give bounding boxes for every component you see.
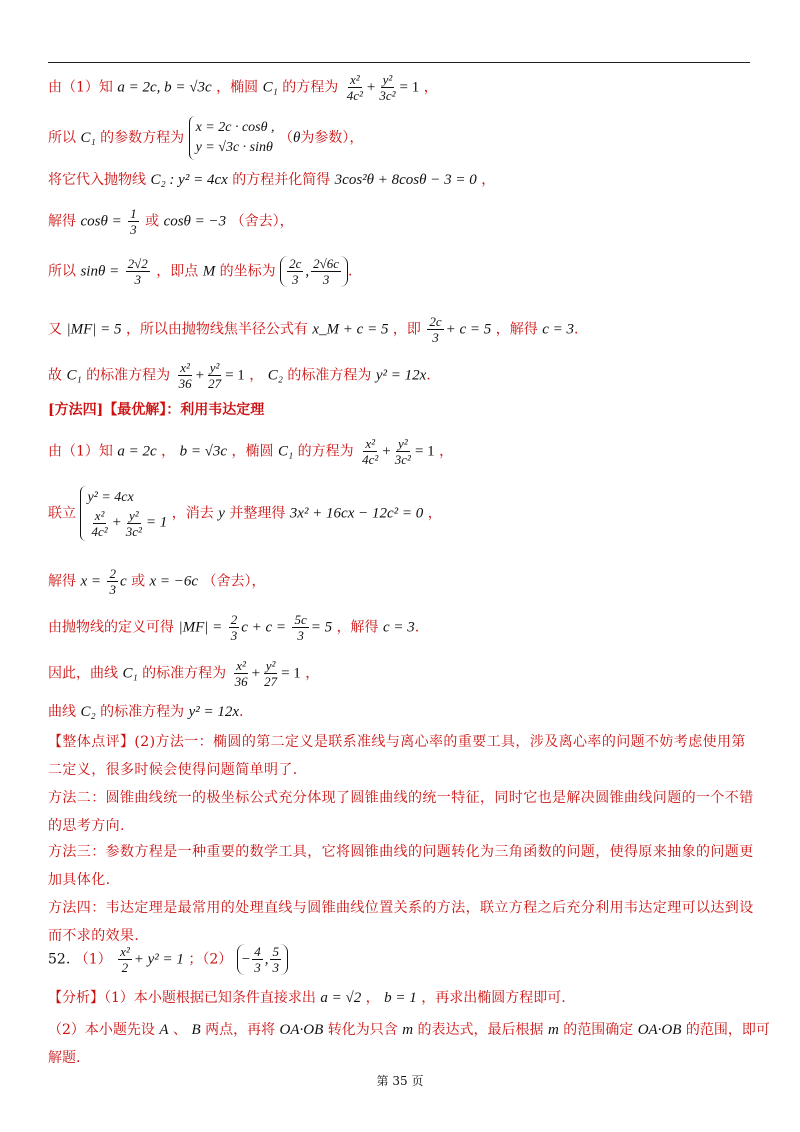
math: 3cos²θ + 8cosθ − 3 = 0 xyxy=(334,172,477,188)
text: 将它代入抛物线 xyxy=(48,172,146,188)
fraction: $\frac{2}{3}$ xyxy=(230,612,238,643)
math: C₂ : y² = 4cx xyxy=(150,172,228,188)
text: 所以 xyxy=(48,130,76,146)
fraction: $\frac{\text{x²}}{36}$ xyxy=(234,658,248,689)
text: ， xyxy=(305,665,320,682)
fraction: $\frac{\text{x²}}{\text{4c²}}$ xyxy=(362,436,379,467)
comment-method-3: 方法三：参数方程是一种重要的数学工具，它将圆锥曲线的问题转化为三角函数的问题，使得原来抽象的问题更加具体化. xyxy=(48,844,754,888)
text: （舍去）， xyxy=(230,213,294,230)
text: ，椭圆 xyxy=(231,443,274,460)
section-heading: [方法四]【最优解】：利用韦达定理 xyxy=(48,402,265,418)
text: 的范围确定 xyxy=(563,1022,634,1038)
math: x = xyxy=(80,573,101,590)
text: 的标准方程为 xyxy=(86,367,171,384)
line-point-m xyxy=(48,256,353,287)
analysis-line-1 xyxy=(48,988,566,1008)
text: . xyxy=(414,619,420,636)
text: . xyxy=(239,704,244,720)
comment-method-1: 【整体点评】(2)方法一：椭圆的第二定义是联系准线与离心率的重要工具，涉及离心率的问题不妨考虑使用第二定义，很多时候会使得问题简单明了. xyxy=(48,734,746,778)
fraction: $\frac{\text{y²}}{27}$ xyxy=(208,360,222,391)
fraction: $\frac{\text{x²}}{\text{4c²}}$ xyxy=(346,72,363,103)
text: ， xyxy=(161,443,176,460)
text: 的标准方程为 xyxy=(100,704,185,720)
text: 两点，再将 xyxy=(205,1022,276,1038)
fraction: $\frac{2}{3}$ xyxy=(109,566,116,597)
fraction: $\frac{5c}{3}$ xyxy=(294,612,307,643)
math: b = √3c xyxy=(179,443,228,460)
line-definition xyxy=(48,612,419,643)
text: 的标准方程为 xyxy=(142,665,227,682)
text: 由抛物线的定义可得 xyxy=(48,619,174,636)
text: （2）本小题先设 xyxy=(48,1022,155,1038)
text: ，即 xyxy=(392,321,421,338)
line-standard-eq: 故 C₁ 的标准方程为 $\frac{\text{x²}}{36}$ + $\frac{\text{y²}}{27}$ = 1 ， C₂ 的标准方程为 y² = 12x. xyxy=(48,360,431,391)
math: y² = 12x xyxy=(375,367,427,384)
line-combine xyxy=(48,486,442,541)
text: ，椭圆 xyxy=(216,79,259,96)
math: = 5 xyxy=(310,619,333,636)
math: C₁ xyxy=(122,665,138,682)
text: 的方程并化简得 xyxy=(232,172,331,188)
text: ，解得 xyxy=(495,321,538,338)
math: y xyxy=(218,505,225,522)
line-solve-cos xyxy=(48,206,294,237)
text: ，解得 xyxy=(336,619,379,636)
text: （ xyxy=(278,130,293,146)
math: C₁ xyxy=(262,79,278,96)
math: C₁ xyxy=(66,367,82,384)
line-c1-result: 因此，曲线 C₁ 的标准方程为 $\frac{\text{x²}}{36}$ + $\frac{\text{y²}}{27}$ = 1 ， xyxy=(48,658,320,689)
math: cosθ = −3 xyxy=(163,213,227,230)
equation-system: x = 2c · cosθ , y = √3c · sinθ xyxy=(189,116,275,160)
page-number: 第 35 页 xyxy=(376,1074,424,1088)
math: m xyxy=(547,1022,559,1038)
text: 的方程为 xyxy=(282,79,339,96)
text: 联立 xyxy=(48,505,76,522)
text: ， xyxy=(423,79,438,96)
text: ，即点 xyxy=(156,263,199,280)
text: 的范围，即可 xyxy=(685,1022,770,1038)
math: OA·OB xyxy=(279,1022,324,1038)
math: cosθ = xyxy=(80,213,122,230)
analysis-line-3: 解题. xyxy=(48,1050,81,1066)
math: C₂ xyxy=(80,704,96,720)
math: c xyxy=(119,573,127,590)
fraction: $\frac{2√2}{3}$ xyxy=(127,256,148,287)
math: OA·OB xyxy=(637,1022,682,1038)
fraction: $\frac{\text{y²}}{\text{3c²}}$ xyxy=(394,436,411,467)
text: ；（2） xyxy=(188,951,233,968)
text: 由（1）知 xyxy=(48,79,113,96)
math: x = −6c xyxy=(149,573,199,590)
line-solve-x xyxy=(48,566,266,597)
fraction: $\frac{\text{y²}}{27}$ xyxy=(264,658,278,689)
text: 的参数方程为 xyxy=(100,130,185,146)
analysis-line-2 xyxy=(48,1020,770,1040)
text: . xyxy=(573,321,579,338)
question-number: 52. xyxy=(48,951,71,968)
text: 的坐标为 xyxy=(219,263,276,280)
text: ， xyxy=(249,367,264,384)
math: 3x² + 16cx − 12c² = 0 xyxy=(289,505,424,522)
line-ellipse-eq-2: 由（1）知 a = 2c ， b = √3c ，椭圆 C₁ 的方程为 $\frac{\text{x²}}{\text{4c²}}$ + $\frac{\text{y²}}{\text{3c²}}$ = 1 ， xyxy=(48,436,454,467)
line-param-eq xyxy=(48,116,363,160)
comment-method-4: 方法四：韦达定理是最常用的处理直线与圆锥曲线位置关系的方法，联立方程之后充分利用韦达定理可以达到设而不求的效果. xyxy=(48,900,754,944)
text: 的表达式，最后根据 xyxy=(417,1022,544,1038)
math: C₁ xyxy=(277,443,294,460)
text: ，所以由抛物线焦半径公式有 xyxy=(125,321,308,338)
math: c = 3 xyxy=(383,619,415,636)
line-focal-radius xyxy=(48,314,578,345)
math: θ xyxy=(292,130,301,146)
text: ， xyxy=(427,505,442,522)
text: 或 xyxy=(131,573,146,590)
text: 【分析】（1）本小题根据已知条件直接求出 xyxy=(48,990,316,1006)
text: 由（1）知 xyxy=(48,443,113,460)
math: y² = 12x xyxy=(188,704,240,720)
math: b = 1 xyxy=(384,990,417,1006)
text: 解得 xyxy=(48,213,76,230)
math: a = 2c xyxy=(117,443,157,460)
math: c + c = xyxy=(241,619,286,636)
math: + y² = 1 xyxy=(133,951,184,968)
text: ，再求出椭圆方程即可. xyxy=(421,990,566,1006)
line-c2-result xyxy=(48,702,243,722)
math: sinθ = xyxy=(80,263,120,280)
coordinate: $\frac{2c}{3}$ , $\frac{2√6c}{3}$ xyxy=(280,256,348,287)
math: A xyxy=(159,1022,169,1038)
fraction: $\frac{\text{y²}}{\text{3c²}}$ xyxy=(379,72,396,103)
header-rule xyxy=(48,62,750,63)
text: 又 xyxy=(48,321,62,338)
text: 的标准方程为 xyxy=(287,367,372,384)
text: （1） xyxy=(74,951,112,968)
text: 因此，曲线 xyxy=(48,665,118,682)
text: ， xyxy=(439,443,454,460)
text: 、 xyxy=(173,1022,187,1038)
text: 解得 xyxy=(48,573,76,590)
fraction: $\frac{1}{3}$ xyxy=(130,206,137,237)
text: . xyxy=(348,263,353,280)
math: M xyxy=(202,263,216,280)
text: （舍去）， xyxy=(202,573,266,590)
interval: − $\frac{4}{3}$ , $\frac{5}{3}$ xyxy=(237,944,288,975)
math: + c = 5 xyxy=(445,321,492,338)
math: C₂ xyxy=(267,367,283,384)
comment-method-2: 方法二：圆锥曲线统一的极坐标公式充分体现了圆锥曲线的统一特征，同时它也是解决圆锥曲线问题的一个不错的思考方向. xyxy=(48,790,754,834)
math: |MF| = xyxy=(178,619,223,636)
text: ，消去 xyxy=(171,505,214,522)
text: . xyxy=(426,367,431,384)
math: C₁ xyxy=(80,130,96,146)
math: m xyxy=(402,1022,414,1038)
text: ， xyxy=(365,990,380,1006)
math: |MF| = 5 xyxy=(66,321,122,338)
text: 曲线 xyxy=(48,704,76,720)
text: 所以 xyxy=(48,263,76,280)
fraction: $\frac{2c}{3}$ xyxy=(429,314,442,345)
math: c = 3 xyxy=(542,321,574,338)
line-ellipse-eq: 由（1）知 a = 2c, b = √3c ，椭圆 C₁ 的方程为 $\frac{\text{x²}}{\text{4c²}}$ + $\frac{\text{y²}}{\text{3c²}}$ = 1 ， xyxy=(48,72,438,103)
math: a = 2c, b = √3c xyxy=(117,79,212,96)
text: ， xyxy=(481,172,496,188)
text: 故 xyxy=(48,367,62,384)
fraction: $\frac{\text{x²}}{36}$ xyxy=(178,360,192,391)
math: B xyxy=(191,1022,201,1038)
math: a = √2 xyxy=(320,990,362,1006)
math: x_M + c = 5 xyxy=(312,321,389,338)
text: 或 xyxy=(145,213,160,230)
line-substitute xyxy=(48,170,495,190)
text: 为参数）， xyxy=(300,130,364,146)
equation-system: y² = 4cx $\frac{\text{x²}}{\text{4c²}}$ + $\frac{\text{y²}}{\text{3c²}}$ = 1 xyxy=(80,486,167,541)
text: 的方程为 xyxy=(297,443,354,460)
answer-52 xyxy=(48,944,288,975)
text: 转化为只含 xyxy=(327,1022,398,1038)
fraction: $\frac{\text{x²}}{2}$ xyxy=(120,944,130,975)
text: 并整理得 xyxy=(229,505,286,522)
